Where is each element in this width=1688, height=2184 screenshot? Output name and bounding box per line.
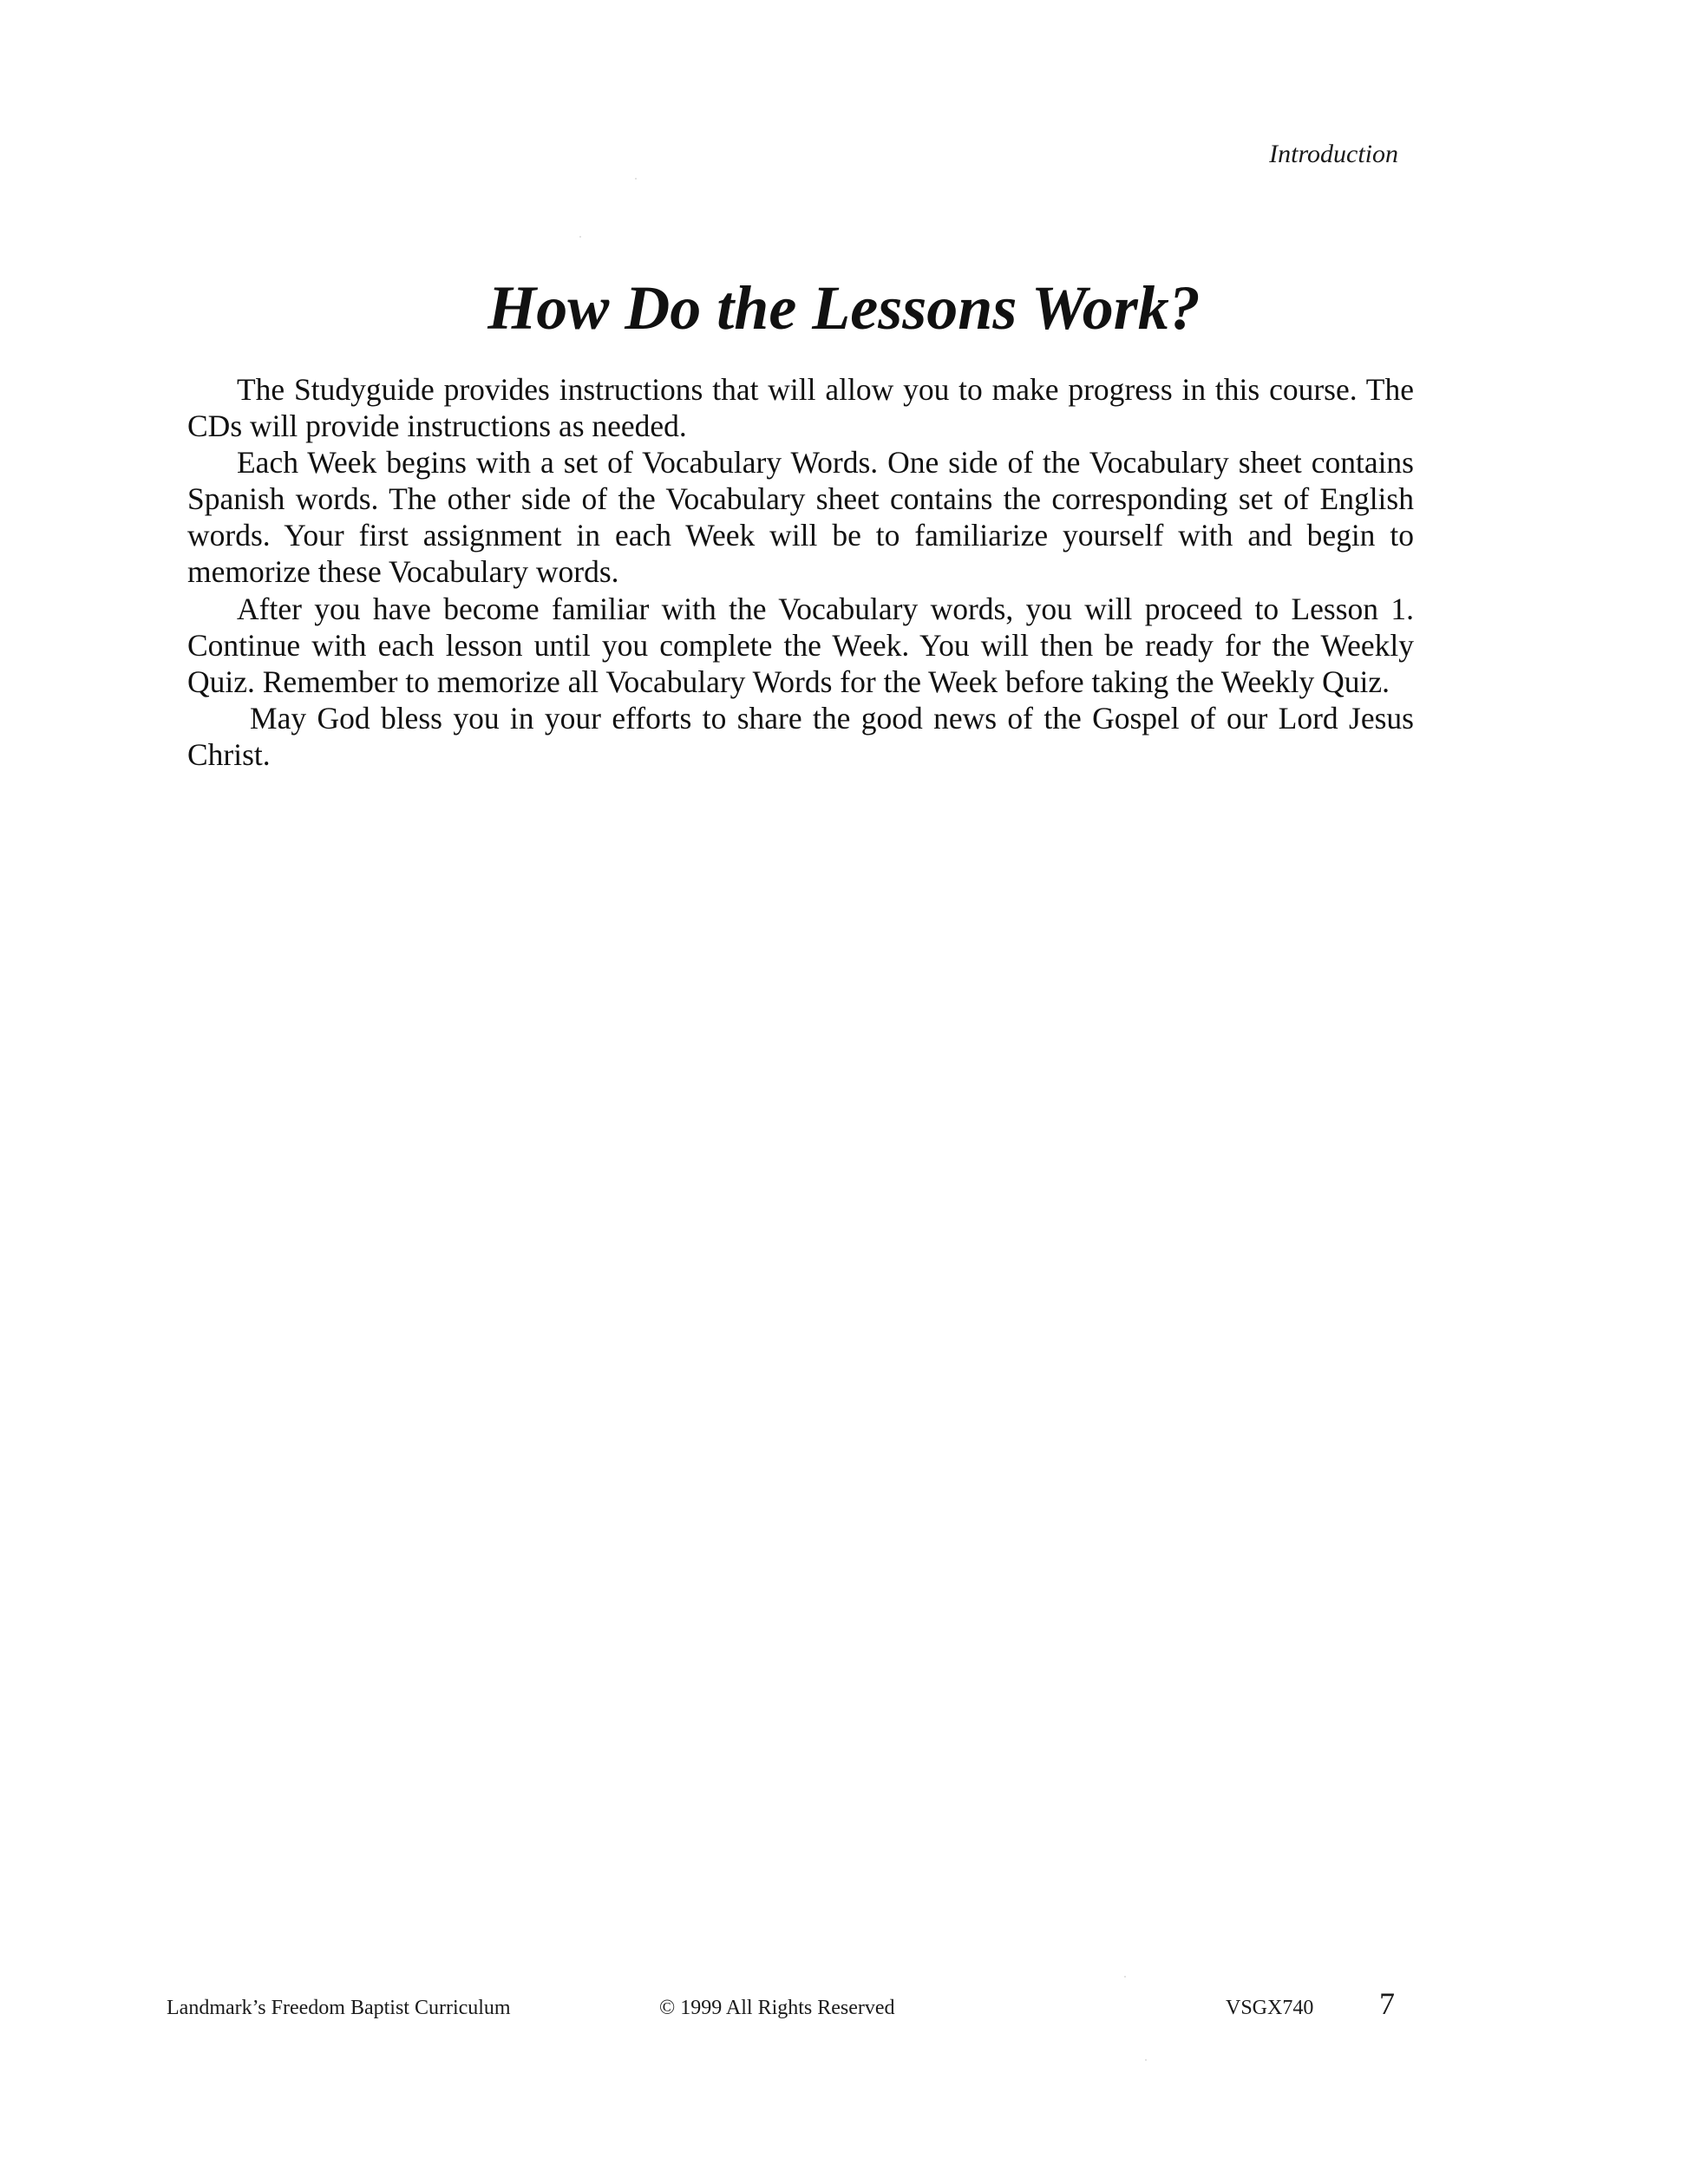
scan-speck [1145, 2059, 1147, 2061]
page-title: How Do the Lessons Work? [487, 273, 1201, 343]
running-header: Introduction [1269, 140, 1398, 168]
footer-publisher: Landmark’s Freedom Baptist Curriculum [167, 1997, 511, 2019]
scan-speck [635, 178, 637, 180]
footer-code: VSGX740 [1226, 1997, 1314, 2019]
scan-speck [579, 236, 581, 238]
paragraph-4: May God bless you in your efforts to share the good news of the Gospel of our Lord Jesus Christ. [187, 700, 1414, 772]
paragraph-2: Each Week begins with a set of Vocabulary Words. One side of the Vocabulary sheet contains Spanish words. The other side of the Vocabulary sheet contains the corresponding set of English words. Your first assignment in each Week will be to familiarize yourself with and begin to memorize these Vocabulary words. [187, 445, 1414, 590]
paragraph-3: After you have become familiar with the Vocabulary words, you will proceed to Lesson 1. Continue with each lesson until you complete the Week. You will then be ready for the Weekly Quiz. Remember to memorize all Vocabulary Words for the Week before taking the Weekly Quiz. [187, 591, 1414, 699]
body-text [187, 371, 1414, 773]
paragraph-1: The Studyguide provides instructions that will allow you to make progress in this course. The CDs will provide instructions as needed. [187, 372, 1414, 444]
footer-copyright: © 1999 All Rights Reserved [659, 1997, 895, 2019]
page-number: 7 [1379, 1986, 1395, 2021]
scan-speck [1124, 1976, 1126, 1978]
